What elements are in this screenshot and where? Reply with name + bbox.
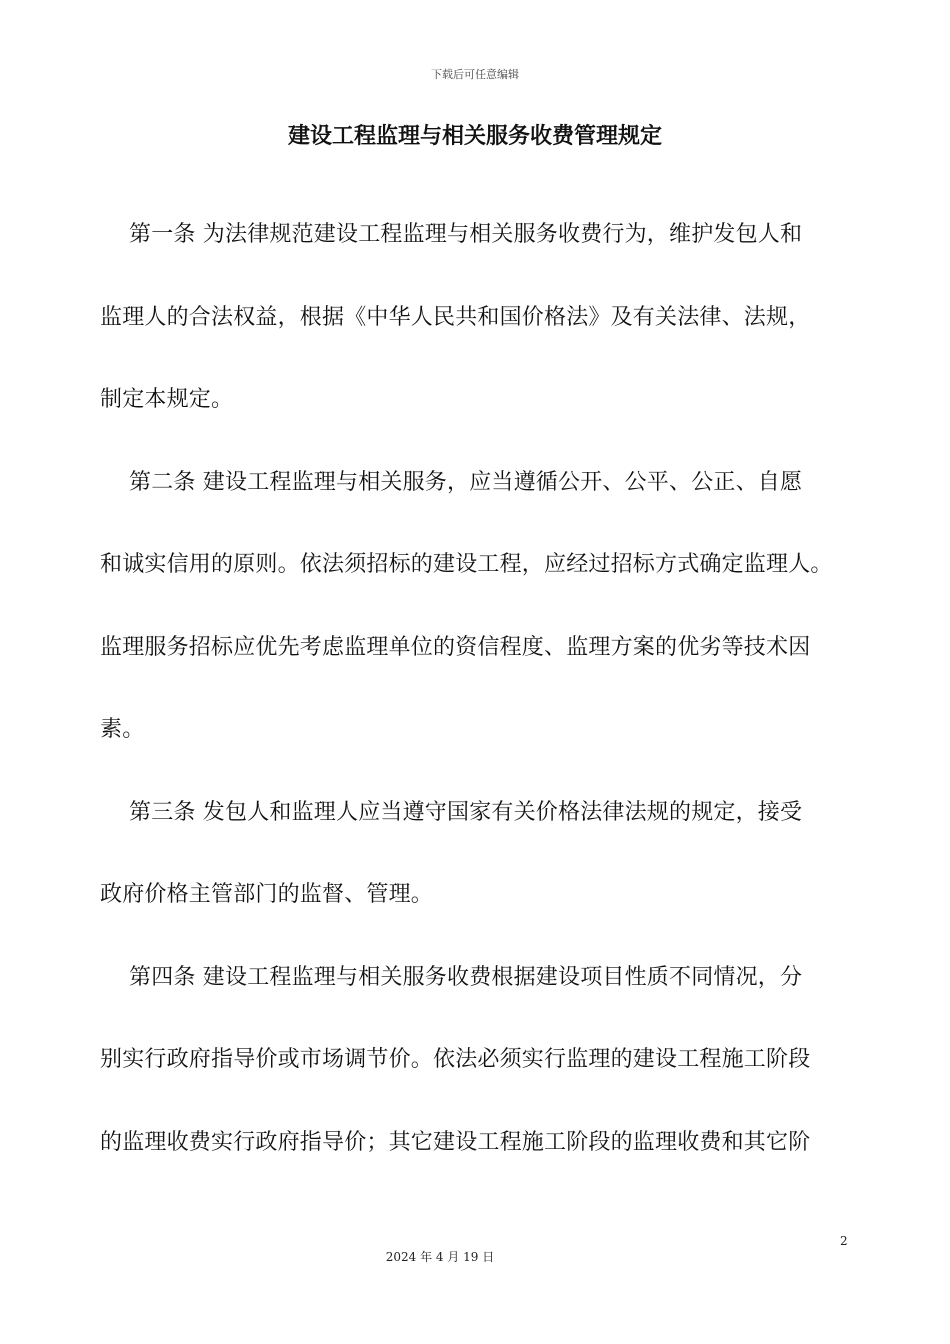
article-3-line-2: 政府价格主管部门的监督、管理。 bbox=[100, 882, 434, 907]
page-number: 2 bbox=[840, 1234, 848, 1248]
article-2-line-4: 素。 bbox=[100, 717, 145, 742]
article-1-line-1: 第一条 为法律规范建设工程监理与相关服务收费行为，维护发包人和 bbox=[129, 222, 803, 247]
article-1-line-3: 制定本规定。 bbox=[100, 387, 234, 412]
article-4-line-3: 的监理收费实行政府指导价；其它建设工程施工阶段的监理收费和其它阶 bbox=[100, 1129, 811, 1155]
article-1-line-2: 监理人的合法权益，根据《中华人民共和国价格法》及有关法律、法规， bbox=[100, 304, 811, 330]
article-2-line-2: 和诚实信用的原则。依法须招标的建设工程，应经过招标方式确定监理人。 bbox=[100, 552, 833, 577]
document-body bbox=[100, 214, 860, 1204]
header-note: 下载后可任意编辑 bbox=[431, 68, 519, 81]
article-2-line-3: 监理服务招标应优先考虑监理单位的资信程度、监理方案的优劣等技术因 bbox=[100, 634, 811, 660]
article-4-line-1: 第四条 建设工程监理与相关服务收费根据建设项目性质不同情况，分 bbox=[129, 964, 803, 990]
document-title: 建设工程监理与相关服务收费管理规定 bbox=[287, 124, 662, 149]
article-3-line-1: 第三条 发包人和监理人应当遵守国家有关价格法律法规的规定，接受 bbox=[129, 799, 803, 825]
article-4-line-2: 别实行政府指导价或市场调节价。依法必须实行监理的建设工程施工阶段 bbox=[100, 1047, 811, 1072]
footer-date: 2024 年 4 月 19 日 bbox=[385, 1250, 495, 1264]
article-2-line-1: 第二条 建设工程监理与相关服务，应当遵循公开、公平、公正、自愿 bbox=[129, 469, 803, 495]
